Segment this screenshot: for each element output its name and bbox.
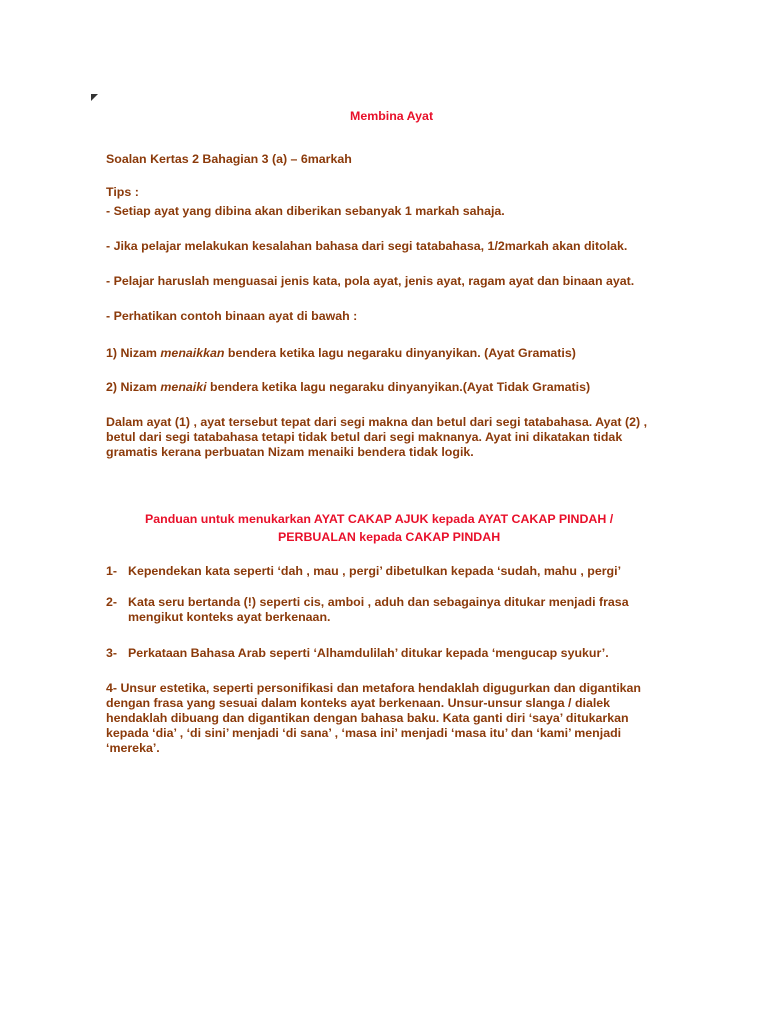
guide-heading-line: Panduan untuk menukarkan AYAT CAKAP AJUK kepada AYAT CAKAP PINDAH /: [145, 512, 614, 526]
rule-number: 2-: [106, 595, 118, 609]
rule-4-line: ‘mereka’.: [106, 741, 160, 755]
rule-4-line: kepada ‘dia’ , ‘di sini’ menjadi ‘di sana’ , ‘masa ini’ menjadi ‘masa itu’ dan ‘kami’ menjadi: [106, 726, 622, 740]
guide-heading-line: PERBUALAN kepada CAKAP PINDAH: [278, 530, 501, 544]
tip-item: - Jika pelajar melakukan kesalahan bahasa dari segi tatabahasa, 1/2markah akan ditolak.: [106, 239, 628, 253]
rule-text: Kata seru bertanda (!) seperti cis, amboi , aduh dan sebagainya ditukar menjadi frasa: [128, 595, 629, 609]
tip-item: - Pelajar haruslah menguasai jenis kata, pola ayat, jenis ayat, ragam ayat dan binaan ayat.: [106, 274, 635, 288]
rule-text: Kependekan kata seperti ‘dah , mau , pergi’ dibetulkan kepada ‘sudah, mahu , pergi’: [128, 564, 622, 578]
tip-item: - Perhatikan contoh binaan ayat di bawah :: [106, 309, 358, 323]
rule-text: Perkataan Bahasa Arab seperti ‘Alhamdulilah’ ditukar kepada ‘mengucap syukur’.: [128, 646, 609, 660]
tip-item: - Setiap ayat yang dibina akan diberikan sebanyak 1 markah sahaja.: [106, 204, 505, 218]
rule-4-line: dengan frasa yang sesuai dalam konteks ayat berkenaan. Unsur-unsur slanga / dialek: [106, 696, 611, 710]
rule-item: [106, 646, 128, 661]
explanation-line: gramatis kerana perbuatan Nizam menaiki bendera tidak logik.: [106, 445, 474, 459]
example-2-rest: bendera ketika lagu negaraku dinyanyikan.(Ayat Tidak Gramatis): [206, 380, 591, 394]
rule-text: mengikut konteks ayat berkenaan.: [128, 610, 331, 624]
example-2-verb: menaiki: [160, 380, 207, 394]
rule-4-line: hendaklah dibuang dan digantikan dengan bahasa baku. Kata ganti diri ‘saya’ ditukarkan: [106, 711, 629, 725]
example-1-verb: menaikkan: [160, 346, 225, 360]
explanation-line: Dalam ayat (1) , ayat tersebut tepat dari segi makna dan betul dari segi tatabahasa. Ayat (2) ,: [106, 415, 648, 429]
example-2-prefix: 2) Nizam: [106, 380, 161, 394]
tips-heading: Tips :: [106, 185, 139, 199]
rule-number: 1-: [106, 564, 118, 578]
rule-4-line: 4- Unsur estetika, seperti personifikasi dan metafora hendaklah digugurkan dan digantikan: [106, 681, 641, 695]
page-title: Membina Ayat: [350, 109, 434, 123]
rule-item: [106, 595, 128, 610]
example-1-rest: bendera ketika lagu negaraku dinyanyikan. (Ayat Gramatis): [224, 346, 576, 360]
explanation-line: betul dari segi tatabahasa tetapi tidak betul dari segi maknanya. Ayat ini dikatakan tidak: [106, 430, 623, 444]
example-sentence-2: [106, 380, 590, 395]
subtitle: Soalan Kertas 2 Bahagian 3 (a) – 6markah: [106, 152, 352, 166]
example-sentence-1: [106, 346, 576, 361]
example-1-prefix: 1) Nizam: [106, 346, 161, 360]
rule-item: [106, 564, 128, 579]
corner-mark-icon: [91, 94, 98, 101]
rule-number: 3-: [106, 646, 118, 660]
